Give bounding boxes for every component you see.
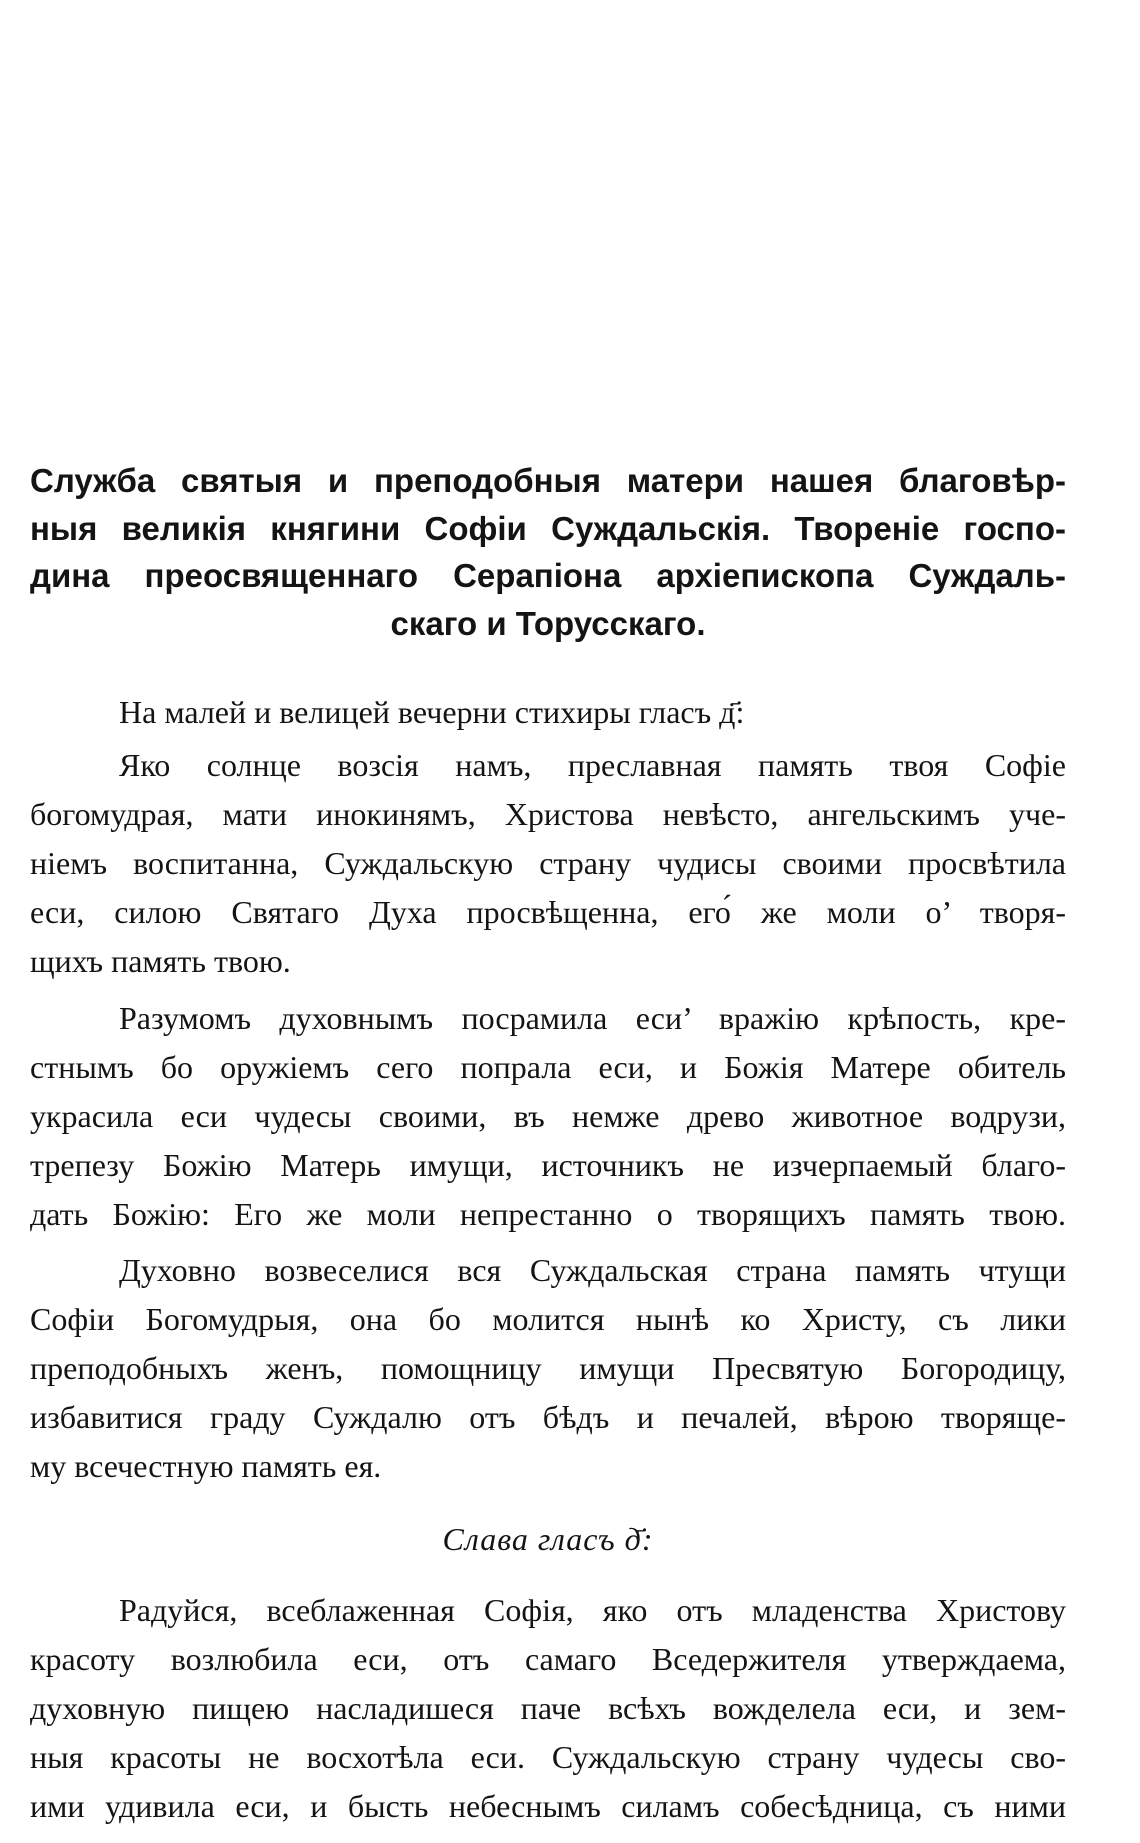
text-line: Разумомъ духовнымъ посрамила еси’ вражію крѣпость, кре- [119, 1000, 1066, 1036]
sticheron-1 [30, 741, 1066, 986]
text-line: стнымъ бо оружіемъ сего попрала еси, и Божія Матере обитель [30, 1049, 1066, 1085]
text-line: Духовно возвеселися вся Суждальская страна память чтущи [119, 1252, 1066, 1288]
title-line: ныя великія княгини Софіи Суждальскія. Твореніе госпо- [30, 509, 1066, 547]
glory-rubric [30, 1515, 1066, 1564]
text-line: трепезу Божію Матерь имущи, источникъ не изчерпаемый благо- [30, 1147, 1066, 1183]
text-line: богомудрая, мати инокинямъ, Христова невѣсто, ангельскимъ уче- [30, 796, 1066, 832]
title-line: дина преосвященнаго Серапіона архіепископа Суждаль- [30, 557, 1066, 594]
text-line: красоту возлюбила еси, отъ самаго Вседержителя утверждаема, [30, 1641, 1066, 1677]
text-line: Радуйся, всеблаженная Софія, яко отъ младенства Христову [119, 1592, 1066, 1628]
text-line: ими удивила еси, и бысть небеснымъ силамъ собесѣдница, съ ними [30, 1788, 1066, 1824]
text-line: преподобныхъ женъ, помощницу имущи Пресвятую Богородицу, [30, 1350, 1066, 1386]
text-line: Софіи Богомудрыя, она бо молится нынѣ ко Христу, съ лики [30, 1301, 1066, 1337]
text-line: ныя красоты не восхотѣла еси. Суждальскую страну чудесы сво- [30, 1739, 1066, 1775]
text-line: духовную пищею насладишеся паче всѣхъ вожделела еси, и зем- [30, 1690, 1066, 1726]
vespers-rubric [30, 688, 1066, 737]
sticheron-2 [30, 994, 1066, 1239]
rubric-line: Слава гласъ д҃: [442, 1521, 654, 1557]
text-line: Яко солнце возсія намъ, преславная память твоя Софіе [119, 747, 1066, 783]
rubric-line: На малей и велицей вечерни стихиры гласъ д҃: [119, 694, 745, 730]
doxasticon [30, 1586, 1066, 1831]
title-line: скаго и Торусскаго. [390, 604, 706, 642]
text-line: дать Божію: Его же моли непрестанно о творящихъ память твою. [30, 1196, 1066, 1232]
text-line: ніемъ воспитанна, Суждальскую страну чудисы своими просвѣтила [30, 845, 1066, 881]
text-line: украсила еси чудесы своими, въ немже древо животное водрузи, [30, 1098, 1066, 1134]
text-line: избавитися граду Суждалю отъ бѣдъ и печалей, вѣрою творяще- [30, 1399, 1066, 1435]
text-line: щихъ память твою. [30, 943, 291, 979]
text-line: еси, силою Святаго Духа просвѣщенна, его́ же моли о’ творя- [30, 894, 1066, 930]
sticheron-3 [30, 1246, 1066, 1491]
title-line: Служба святыя и преподобныя матери нашея благовѣр- [30, 462, 1066, 499]
service-title [30, 457, 1066, 647]
text-line: му всечестную память ея. [30, 1448, 382, 1484]
